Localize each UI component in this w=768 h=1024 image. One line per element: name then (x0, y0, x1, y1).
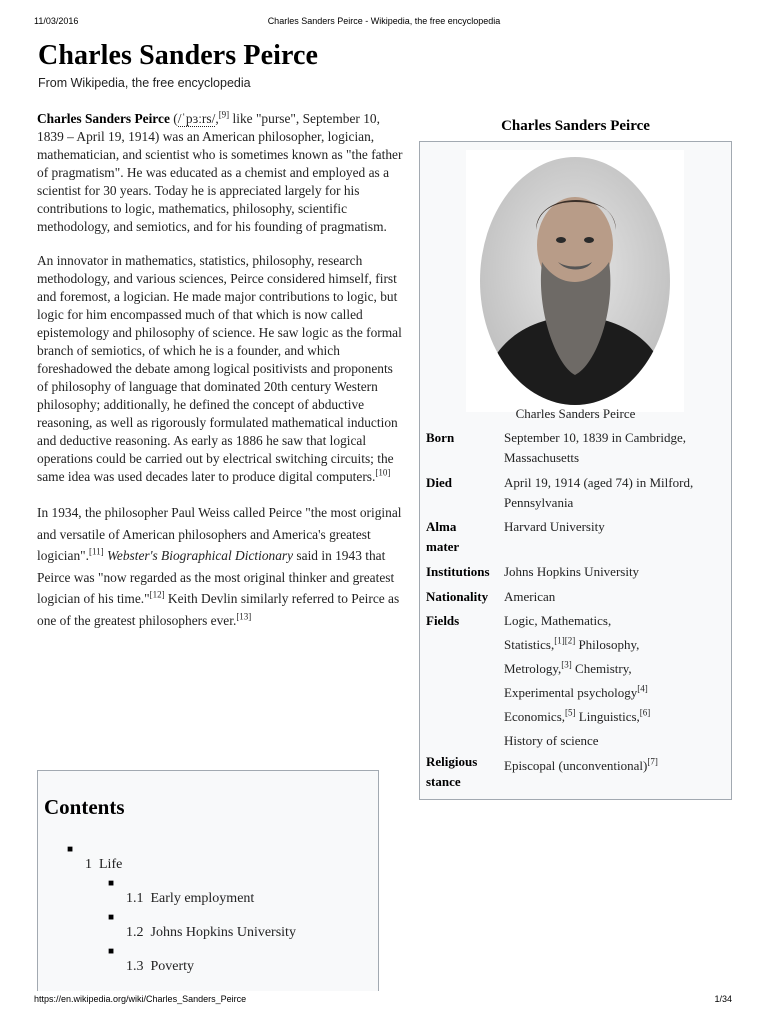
toc-item-poverty[interactable] (126, 959, 194, 975)
alma-mater-label (426, 517, 501, 557)
image-caption: Charles Sanders Peirce (515, 406, 636, 421)
bullet-icon: ■ (108, 946, 115, 957)
intro-paragraph-3 (37, 502, 403, 631)
toc-label: Early employment (150, 891, 255, 906)
paragraph-text: said in 1943 that Peirce was "now regarded as the most original thinker and greatest logician of his time." (37, 548, 395, 606)
field-line: Philosophy, (575, 637, 640, 652)
paragraph-text: An innovator in mathematics, statistics, philosophy, research methodology, and various sciences, Peirce considered himself, first and foremost, a logician. He made major contributions to logic, but logic for him encompassed much of that which is now called epistemology and philosophy of science. He saw logic as the formal branch of semiotics, of which he is a founder, and which foreshadowed the debate among logical positivists and proponents of philosophy of language that dominated 20th century Western philosophy; additionally, he defined the concept of abductive reasoning, as well as rigorously formulated mathematical induction and deductive reasoning. As early as 1886 he saw that logical operations could be carried out by electrical switching circuits; the same idea was used decades later to produce digital computers. (37, 253, 402, 484)
label-line: mater (426, 539, 460, 554)
field-line: Logic, Mathematics, (504, 613, 612, 628)
toc-label: Poverty (150, 959, 195, 974)
toc-number: 1 (85, 857, 92, 872)
citation-link[interactable]: [13] (236, 611, 252, 622)
article-body (37, 110, 403, 647)
field-line: Chemistry, (571, 661, 632, 676)
print-footer (34, 994, 734, 1006)
toc-item-life[interactable] (85, 857, 122, 873)
died-label: Died (426, 475, 452, 490)
paragraph-text: Keith Devlin similarly referred to Peirce as one of the greatest philosophers ever. (37, 591, 400, 628)
citation-link[interactable]: [6] (639, 707, 651, 718)
religious-stance-value (504, 756, 726, 776)
citation-link[interactable]: [9] (218, 109, 230, 120)
ipa-link[interactable]: /ˈpɜːrs/ (177, 111, 216, 126)
paren-text: ( (169, 111, 178, 126)
alma-mater-value[interactable]: Harvard University (504, 519, 605, 534)
citation-link[interactable]: [7] (647, 756, 658, 767)
paragraph-text: In 1934, the philosopher Paul Weiss called Peirce "the most original and versatile of American philosophers and America's greatest logician". (37, 505, 402, 563)
fields-label: Fields (426, 613, 460, 628)
comma-text: , (215, 111, 219, 126)
toc-label: Life (99, 857, 123, 872)
print-date: 11/03/2016 (34, 16, 79, 26)
citation-link[interactable]: [10] (375, 467, 391, 478)
label-line: Religious (426, 754, 478, 769)
toc-item-johns-hopkins[interactable] (126, 925, 296, 941)
toc-number: 1.2 (126, 925, 144, 940)
page-number: 1/34 (714, 994, 732, 1004)
subject-name: Charles Sanders Peirce (37, 111, 170, 126)
citation-link[interactable]: [2] (564, 635, 576, 646)
paragraph-text: like "purse", September 10, 1839 – April 19, 1914) was an American philosopher, logician, mathematician, and scientist who is sometimes known as "the father of pragmatism". He was educated as a chemist and employed as a scientist for 30 years. Today he is appreciated largely for his contributions to logic, mathematics, philosophy, scientific methodology, and semiotics, and for his founding of pragmatism. (37, 111, 403, 234)
institutions-value[interactable]: Johns Hopkins University (504, 564, 640, 579)
citation-link[interactable]: [5] (565, 707, 576, 718)
nationality-label: Nationality (426, 589, 489, 604)
field-line: Statistics, (504, 637, 555, 652)
contents-heading: Contents (44, 795, 125, 819)
citation-link[interactable]: [1] (554, 635, 565, 646)
religious-stance-label (426, 752, 501, 792)
toc-number: 1.3 (126, 959, 144, 974)
citation-link[interactable]: [11] (88, 546, 104, 557)
bullet-icon: ■ (67, 844, 74, 855)
bullet-icon: ■ (108, 878, 115, 889)
intro-paragraph-2 (37, 252, 403, 486)
nationality-value: American (504, 589, 556, 604)
bullet-icon: ■ (108, 912, 115, 923)
portrait-photo-icon (466, 150, 684, 412)
died-value: April 19, 1914 (aged 74) in Milford, Pennsylvania (504, 475, 694, 510)
institutions-label: Institutions (426, 564, 490, 579)
field-line: Experimental psychology (504, 685, 638, 700)
toc-number: 1.1 (126, 891, 144, 906)
citation-link[interactable]: [3] (561, 659, 572, 670)
toc-item-early-employment[interactable] (126, 891, 254, 907)
citation-link[interactable]: [12] (149, 589, 165, 600)
print-url: https://en.wikipedia.org/wiki/Charles_Sanders_Peirce (34, 994, 247, 1004)
field-line: Linguistics, (575, 709, 640, 724)
field-line: Economics, (504, 709, 566, 724)
field-line: History of science (504, 733, 599, 748)
table-of-contents (37, 770, 379, 991)
infobox (419, 141, 732, 800)
value-text: Episcopal (unconventional) (504, 758, 648, 773)
label-line: stance (426, 774, 461, 789)
portrait-image[interactable] (466, 150, 684, 412)
born-value: September 10, 1839 in Cambridge, Massachusetts (504, 430, 686, 465)
infobox-title: Charles Sanders Peirce (501, 118, 650, 134)
fields-value (504, 609, 726, 753)
book-title: Webster's Biographical Dictionary (103, 548, 294, 563)
page-title: Charles Sanders Peirce (38, 40, 319, 71)
intro-paragraph-1 (37, 110, 403, 236)
print-page-title: Charles Sanders Peirce - Wikipedia, the free encyclopedia (267, 16, 501, 26)
print-header (34, 16, 734, 28)
site-tagline: From Wikipedia, the free encyclopedia (38, 76, 251, 90)
toc-label: Johns Hopkins University (150, 925, 296, 940)
label-line: Alma (426, 519, 457, 534)
born-label: Born (426, 430, 455, 445)
field-line: Metrology, (504, 661, 562, 676)
citation-link[interactable]: [4] (637, 683, 648, 694)
